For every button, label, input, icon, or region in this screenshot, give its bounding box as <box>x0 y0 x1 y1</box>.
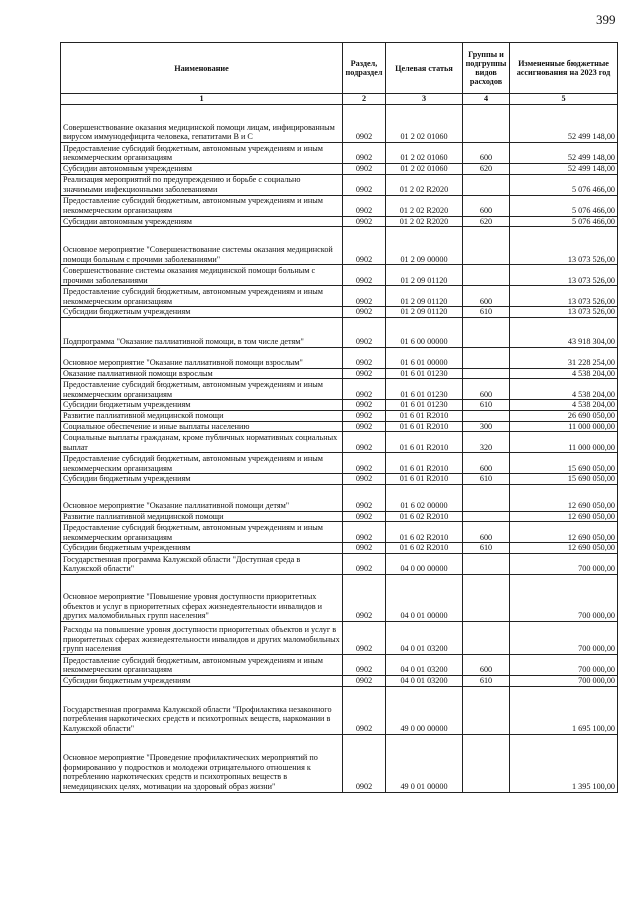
row-group <box>463 574 510 621</box>
table-row <box>61 474 618 485</box>
row-target: 01 6 02 R2010 <box>386 511 463 522</box>
row-group: 610 <box>463 474 510 485</box>
row-amount: 26 690 050,00 <box>510 410 618 421</box>
row-amount: 13 073 526,00 <box>510 286 618 307</box>
row-section: 0902 <box>343 317 386 347</box>
row-amount: 700 000,00 <box>510 553 618 574</box>
row-group: 600 <box>463 453 510 474</box>
row-target: 01 2 09 01120 <box>386 307 463 318</box>
row-name: Предоставление субсидий бюджетным, автономным учреждениям и иным некоммерческим организациям <box>61 143 343 164</box>
header-name: Наименование <box>61 43 343 94</box>
row-name: Реализация мероприятий по предупреждению и борьбе с социально значимыми инфекционными заболеваниями <box>61 174 343 195</box>
row-amount: 4 538 204,00 <box>510 368 618 379</box>
row-target: 01 2 02 R2020 <box>386 195 463 216</box>
column-number: 3 <box>386 94 463 105</box>
row-name: Социальные выплаты гражданам, кроме публичных нормативных социальных выплат <box>61 432 343 453</box>
row-target: 01 2 02 R2020 <box>386 174 463 195</box>
row-target: 49 0 01 00000 <box>386 734 463 792</box>
table-row <box>61 522 618 543</box>
table-row <box>61 347 618 368</box>
row-group: 300 <box>463 421 510 432</box>
row-target: 01 2 02 01060 <box>386 105 463 143</box>
row-group <box>463 317 510 347</box>
row-section: 0902 <box>343 675 386 686</box>
row-name: Основное мероприятие "Проведение профилактических мероприятий по формированию у подростков и молодежи отрицательного отношения к потреблению наркотических средств и психотропных веществ в немедицинских целях, мотивации на здоровый образ жизни" <box>61 734 343 792</box>
row-target: 01 6 01 R2010 <box>386 453 463 474</box>
row-target: 04 0 01 00000 <box>386 574 463 621</box>
row-name: Основное мероприятие "Оказание паллиативной помощи детям" <box>61 484 343 511</box>
table-row <box>61 164 618 175</box>
row-target: 01 6 02 R2010 <box>386 543 463 554</box>
table-row <box>61 379 618 400</box>
table-row <box>61 368 618 379</box>
column-number: 4 <box>463 94 510 105</box>
table-row <box>61 432 618 453</box>
row-amount: 13 073 526,00 <box>510 227 618 265</box>
row-name: Субсидии автономным учреждениям <box>61 216 343 227</box>
row-target: 01 6 02 00000 <box>386 484 463 511</box>
table-row <box>61 227 618 265</box>
row-name: Предоставление субсидий бюджетным, автономным учреждениям и иным некоммерческим организациям <box>61 453 343 474</box>
table-row <box>61 421 618 432</box>
row-amount: 12 690 050,00 <box>510 543 618 554</box>
row-target: 01 2 09 01120 <box>386 265 463 286</box>
row-group: 320 <box>463 432 510 453</box>
row-section: 0902 <box>343 379 386 400</box>
table-row <box>61 195 618 216</box>
table-row <box>61 553 618 574</box>
row-section: 0902 <box>343 216 386 227</box>
row-section: 0902 <box>343 484 386 511</box>
budget-table <box>60 42 618 793</box>
row-group <box>463 105 510 143</box>
row-name: Субсидии бюджетным учреждениям <box>61 474 343 485</box>
row-target: 01 6 01 01230 <box>386 368 463 379</box>
row-section: 0902 <box>343 421 386 432</box>
row-section: 0902 <box>343 195 386 216</box>
row-group <box>463 734 510 792</box>
row-group: 600 <box>463 654 510 675</box>
row-section: 0902 <box>343 368 386 379</box>
row-amount: 15 690 050,00 <box>510 474 618 485</box>
table-row <box>61 265 618 286</box>
row-group <box>463 227 510 265</box>
row-target: 01 2 02 01060 <box>386 164 463 175</box>
row-group: 610 <box>463 675 510 686</box>
row-name: Предоставление субсидий бюджетным, автономным учреждениям и иным некоммерческим организациям <box>61 195 343 216</box>
row-name: Государственная программа Калужской области "Доступная среда в Калужской области" <box>61 553 343 574</box>
row-group: 600 <box>463 286 510 307</box>
row-section: 0902 <box>343 553 386 574</box>
row-amount: 1 395 100,00 <box>510 734 618 792</box>
row-section: 0902 <box>343 474 386 485</box>
row-section: 0902 <box>343 654 386 675</box>
row-name: Предоставление субсидий бюджетным, автономным учреждениям и иным некоммерческим организациям <box>61 654 343 675</box>
row-target: 01 6 01 R2010 <box>386 421 463 432</box>
table-row <box>61 574 618 621</box>
row-name: Субсидии бюджетным учреждениям <box>61 307 343 318</box>
row-group <box>463 347 510 368</box>
row-target: 04 0 01 03200 <box>386 675 463 686</box>
row-name: Развитие паллиативной медицинской помощи <box>61 511 343 522</box>
row-group <box>463 484 510 511</box>
row-amount: 5 076 466,00 <box>510 195 618 216</box>
row-target: 04 0 01 03200 <box>386 654 463 675</box>
row-amount: 12 690 050,00 <box>510 511 618 522</box>
row-amount: 4 538 204,00 <box>510 400 618 411</box>
row-section: 0902 <box>343 227 386 265</box>
row-section: 0902 <box>343 105 386 143</box>
table-row <box>61 675 618 686</box>
table-row <box>61 453 618 474</box>
row-target: 01 6 01 00000 <box>386 347 463 368</box>
row-name: Предоставление субсидий бюджетным, автономным учреждениям и иным некоммерческим организациям <box>61 286 343 307</box>
row-group <box>463 174 510 195</box>
row-amount: 12 690 050,00 <box>510 522 618 543</box>
row-target: 01 6 01 01230 <box>386 400 463 411</box>
row-group <box>463 410 510 421</box>
row-amount: 700 000,00 <box>510 574 618 621</box>
table-row <box>61 400 618 411</box>
table-row <box>61 286 618 307</box>
row-group: 600 <box>463 522 510 543</box>
table-row <box>61 621 618 654</box>
row-amount: 11 000 000,00 <box>510 421 618 432</box>
row-target: 01 2 02 01060 <box>386 143 463 164</box>
row-target: 04 0 00 00000 <box>386 553 463 574</box>
row-section: 0902 <box>343 453 386 474</box>
row-name: Расходы на повышение уровня доступности приоритетных объектов и услуг в приоритетных сферах жизнедеятельности инвалидов и других маломобильных групп населения <box>61 621 343 654</box>
row-section: 0902 <box>343 432 386 453</box>
header-section: Раздел, подраздел <box>343 43 386 94</box>
row-name: Предоставление субсидий бюджетным, автономным учреждениям и иным некоммерческим организациям <box>61 379 343 400</box>
row-target: 04 0 01 03200 <box>386 621 463 654</box>
row-amount: 700 000,00 <box>510 621 618 654</box>
page-number: 399 <box>596 12 616 27</box>
row-section: 0902 <box>343 286 386 307</box>
row-target: 01 6 01 01230 <box>386 379 463 400</box>
row-target: 01 6 01 R2010 <box>386 410 463 421</box>
table-row <box>61 307 618 318</box>
table-row <box>61 511 618 522</box>
row-group: 600 <box>463 195 510 216</box>
row-name: Субсидии бюджетным учреждениям <box>61 543 343 554</box>
table-row <box>61 317 618 347</box>
row-name: Подпрограмма "Оказание паллиативной помощи, в том числе детям" <box>61 317 343 347</box>
row-target: 01 2 09 00000 <box>386 227 463 265</box>
row-name: Предоставление субсидий бюджетным, автономным учреждениям и иным некоммерческим организациям <box>61 522 343 543</box>
row-target: 01 6 02 R2010 <box>386 522 463 543</box>
row-amount: 5 076 466,00 <box>510 216 618 227</box>
row-group <box>463 511 510 522</box>
row-amount: 4 538 204,00 <box>510 379 618 400</box>
table-row <box>61 410 618 421</box>
table-body <box>61 105 618 793</box>
row-section: 0902 <box>343 174 386 195</box>
row-target: 01 2 09 01120 <box>386 286 463 307</box>
row-name: Социальное обеспечение и иные выплаты населению <box>61 421 343 432</box>
row-amount: 5 076 466,00 <box>510 174 618 195</box>
row-group: 600 <box>463 143 510 164</box>
row-section: 0902 <box>343 410 386 421</box>
row-amount: 52 499 148,00 <box>510 105 618 143</box>
row-section: 0902 <box>343 522 386 543</box>
row-amount: 13 073 526,00 <box>510 265 618 286</box>
row-name: Субсидии бюджетным учреждениям <box>61 675 343 686</box>
row-section: 0902 <box>343 164 386 175</box>
row-group <box>463 553 510 574</box>
table-row <box>61 654 618 675</box>
row-amount: 11 000 000,00 <box>510 432 618 453</box>
column-number: 5 <box>510 94 618 105</box>
row-section: 0902 <box>343 143 386 164</box>
row-amount: 12 690 050,00 <box>510 484 618 511</box>
row-target: 49 0 00 00000 <box>386 686 463 734</box>
row-amount: 13 073 526,00 <box>510 307 618 318</box>
column-number: 2 <box>343 94 386 105</box>
row-name: Основное мероприятие "Повышение уровня доступности приоритетных объектов и услуг в приоритетных сферах жизнедеятельности инвалидов и других маломобильных групп населения" <box>61 574 343 621</box>
row-group <box>463 686 510 734</box>
row-section: 0902 <box>343 347 386 368</box>
row-group: 610 <box>463 400 510 411</box>
table-row <box>61 143 618 164</box>
row-name: Субсидии автономным учреждениям <box>61 164 343 175</box>
row-name: Основное мероприятие "Совершенствование системы оказания медицинской помощи больным с прочими заболеваниями" <box>61 227 343 265</box>
header-target: Целевая статья <box>386 43 463 94</box>
table-row <box>61 105 618 143</box>
row-amount: 700 000,00 <box>510 654 618 675</box>
table-row <box>61 174 618 195</box>
header-groups: Группы и подгруппы видов расходов <box>463 43 510 94</box>
row-amount: 52 499 148,00 <box>510 143 618 164</box>
row-amount: 1 695 100,00 <box>510 686 618 734</box>
row-group: 610 <box>463 543 510 554</box>
row-group: 600 <box>463 379 510 400</box>
row-section: 0902 <box>343 574 386 621</box>
table-row <box>61 686 618 734</box>
header-amount: Измененные бюджетные ассигнования на 2023 год <box>510 43 618 94</box>
row-name: Совершенствование оказания медицинской помощи лицам, инфицированным вирусом иммунодефицита человека, гепатитами В и С <box>61 105 343 143</box>
row-group <box>463 368 510 379</box>
row-target: 01 2 02 R2020 <box>386 216 463 227</box>
row-section: 0902 <box>343 511 386 522</box>
table-row <box>61 484 618 511</box>
row-name: Оказание паллиативной помощи взрослым <box>61 368 343 379</box>
table-row <box>61 216 618 227</box>
row-name: Основное мероприятие "Оказание паллиативной помощи взрослым" <box>61 347 343 368</box>
row-group: 620 <box>463 164 510 175</box>
row-amount: 700 000,00 <box>510 675 618 686</box>
row-amount: 15 690 050,00 <box>510 453 618 474</box>
row-target: 01 6 00 00000 <box>386 317 463 347</box>
table-row <box>61 543 618 554</box>
row-amount: 52 499 148,00 <box>510 164 618 175</box>
row-section: 0902 <box>343 400 386 411</box>
column-number: 1 <box>61 94 343 105</box>
row-group: 620 <box>463 216 510 227</box>
row-amount: 43 918 304,00 <box>510 317 618 347</box>
row-name: Развитие паллиативной медицинской помощи <box>61 410 343 421</box>
row-section: 0902 <box>343 543 386 554</box>
row-group <box>463 265 510 286</box>
row-section: 0902 <box>343 734 386 792</box>
row-section: 0902 <box>343 307 386 318</box>
table-row <box>61 734 618 792</box>
row-section: 0902 <box>343 265 386 286</box>
row-name: Совершенствование системы оказания медицинской помощи больным с прочими заболеваниями <box>61 265 343 286</box>
row-amount: 31 228 254,00 <box>510 347 618 368</box>
row-group: 610 <box>463 307 510 318</box>
row-group <box>463 621 510 654</box>
row-target: 01 6 01 R2010 <box>386 432 463 453</box>
row-section: 0902 <box>343 686 386 734</box>
row-name: Государственная программа Калужской области "Профилактика незаконного потребления наркотических средств и психотропных веществ, наркомании в Калужской области" <box>61 686 343 734</box>
row-target: 01 6 01 R2010 <box>386 474 463 485</box>
row-name: Субсидии бюджетным учреждениям <box>61 400 343 411</box>
row-section: 0902 <box>343 621 386 654</box>
